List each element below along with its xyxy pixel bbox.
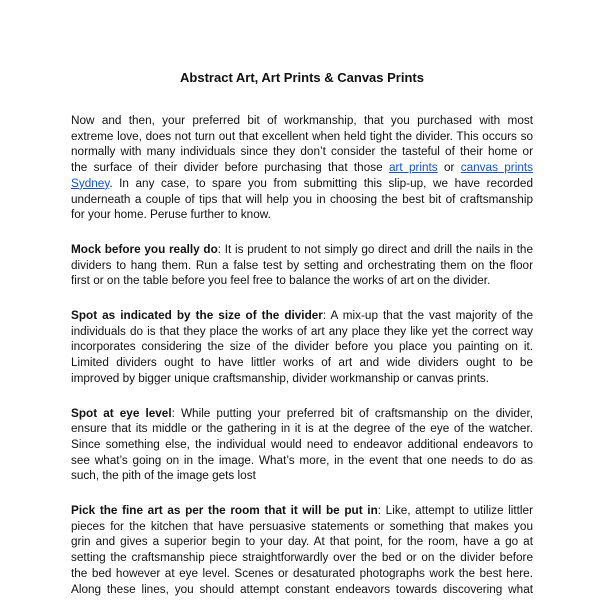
- text-line: [71, 144, 533, 160]
- paragraph: [71, 308, 533, 387]
- text-run: pieces for the kitchen that have persuasive statements or something that makes you: [71, 519, 533, 533]
- text-run: : It is prudent to not simply go direct and drill the nails in the: [217, 242, 533, 256]
- text-run: the bed however at eye level. Scenes or desaturated photographs work the best here.: [71, 566, 533, 580]
- text-line: [71, 550, 533, 566]
- text-line: [71, 421, 533, 437]
- text-line: [71, 371, 533, 387]
- text-run: improved by bigger unique craftsmanship, divider workmanship or canvas prints.: [71, 371, 489, 385]
- text-run: Along these lines, you should attempt constant endeavors towards discovering what: [71, 582, 533, 596]
- text-line: [71, 273, 533, 289]
- link-sydney[interactable]: Sydney: [71, 176, 110, 190]
- text-line: [71, 519, 533, 535]
- text-run: Since something else, the individual would need to endeavor additional endeavors to: [71, 437, 533, 451]
- text-run: for your home. Peruse further to know.: [71, 208, 271, 222]
- text-line: [71, 339, 533, 355]
- text-run: Limited dividers ought to have littler works of art and wide dividers ought to be: [71, 356, 533, 370]
- text-line: [71, 406, 533, 422]
- text-run: underneath a couple of tips that will help you in choosing the best bit of craftsmanship: [71, 192, 533, 206]
- text-run: the surface of their divider before purchasing that those: [71, 161, 389, 175]
- text-line: [71, 242, 533, 258]
- text-run: : Like, attempt to utilize littler: [377, 504, 533, 518]
- paragraph: [71, 113, 533, 223]
- text-line: [71, 176, 533, 192]
- link-art-prints[interactable]: art prints: [388, 161, 438, 175]
- text-line: [71, 534, 533, 550]
- text-line: [71, 468, 533, 484]
- text-line: [71, 207, 533, 223]
- paragraph: [71, 406, 533, 485]
- paragraph: [71, 503, 533, 597]
- text-run: : While putting your preferred bit of craftsmanship on the divider,: [171, 406, 533, 420]
- bold-lead-in: Pick the fine art as per the room that it will be put in: [71, 504, 378, 518]
- link-canvas-prints[interactable]: canvas prints: [460, 161, 533, 175]
- bold-lead-in: Spot as indicated by the size of the divider: [71, 309, 323, 323]
- text-run: or: [437, 161, 461, 175]
- text-run: Now and then, your preferred bit of workmanship, that you purchased with most: [71, 114, 533, 127]
- paragraph: [71, 242, 533, 289]
- text-line: [71, 160, 533, 176]
- text-line: [71, 324, 533, 340]
- text-line: [71, 129, 533, 145]
- text-line: [71, 503, 533, 519]
- text-run: dividers to hang them. Run a false test by setting and orchestrating them on the floor: [71, 258, 533, 272]
- text-line: [71, 437, 533, 453]
- text-run: individuals do is that they place the works of art any place they like yet the correct way: [71, 324, 533, 338]
- text-run: incorporates considering the size of the divider before you place you painting on it.: [71, 340, 533, 354]
- text-line: [71, 308, 533, 324]
- text-run: extreme love, does not turn out that excellent when held tight the divider. This occurs so: [71, 129, 533, 143]
- text-line: [71, 566, 533, 582]
- document-body: [71, 113, 533, 597]
- text-run: ensure that its middle or the gathering in it is at the degree of the eye of the watcher.: [71, 422, 533, 436]
- bold-lead-in: Spot at eye level: [71, 406, 172, 420]
- text-line: [71, 113, 533, 129]
- text-line: [71, 582, 533, 598]
- text-run: : A mix-up that the vast majority of the: [322, 309, 533, 323]
- page-title: Abstract Art, Art Prints & Canvas Prints: [180, 70, 424, 85]
- text-run: normally with many individuals since they don’t consider the tasteful of their home or: [71, 145, 533, 159]
- text-line: [71, 453, 533, 469]
- text-run: . In any case, to spare you from submitting this slip-up, we have recorded: [109, 176, 533, 190]
- text-line: [71, 192, 533, 208]
- bold-lead-in: Mock before you really do: [71, 242, 218, 256]
- text-line: [71, 355, 533, 371]
- text-run: such, the pith of the image gets lost: [71, 469, 256, 483]
- text-run: grin and gives a superior begin to your day. At that point, for the room, have a go at: [71, 535, 533, 549]
- text-run: setting the craftsmanship piece straightforwardly over the bed or on the divider before: [71, 551, 533, 565]
- text-line: [71, 258, 533, 274]
- text-run: first or on the table before you feel free to balance the works of art on the divider.: [71, 274, 491, 288]
- text-run: see what’s going on in the image. What’s more, in the event that one needs to do as: [71, 453, 533, 467]
